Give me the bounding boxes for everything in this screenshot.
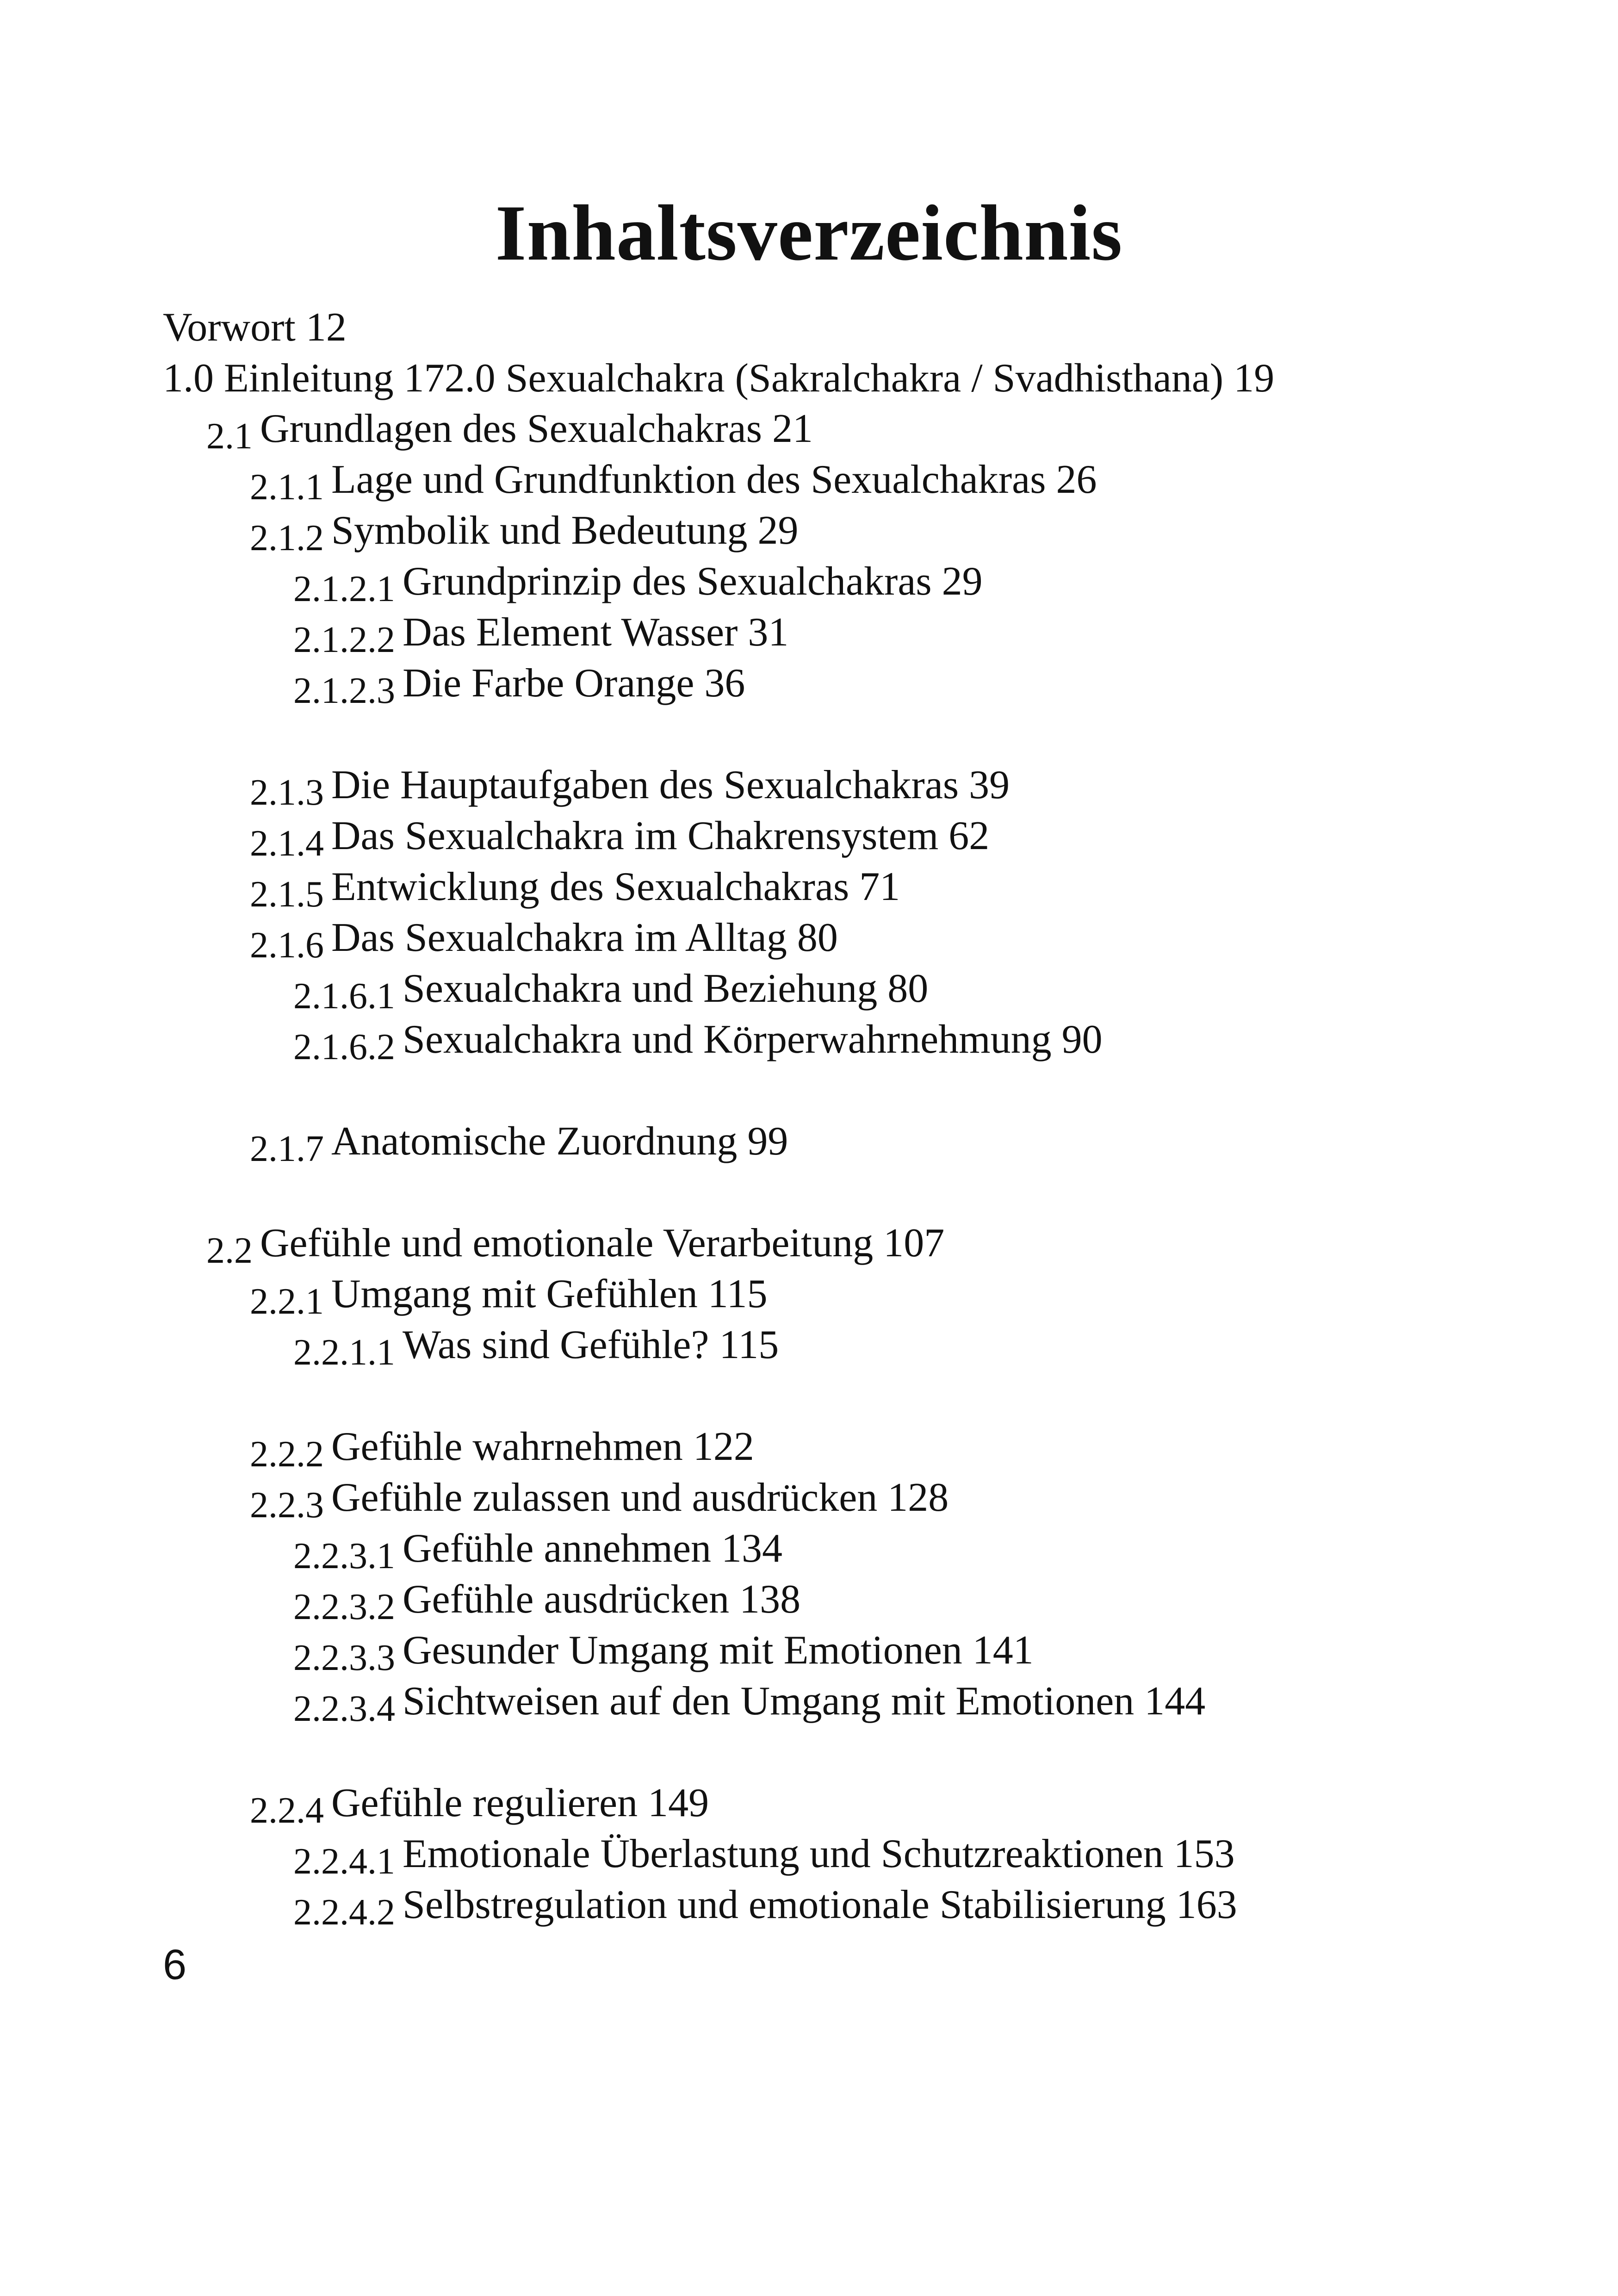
toc-entry-number: 2.1.2.1 [293,569,395,609]
toc-entry-number: 2.2.3.3 [293,1638,395,1678]
toc-entry-number: 2.1.2.2 [293,620,395,660]
toc-entry-text: Gefühle regulieren 149 [331,1781,709,1825]
toc-entry-text: Gefühle annehmen 134 [403,1526,783,1571]
toc-entry-number: 2.1.6.2 [293,1027,395,1067]
toc-entry-text: Das Sexualchakra im Alltag 80 [331,915,838,960]
toc-entry-number: 2.1.3 [250,772,324,813]
toc-entry-text: Die Farbe Orange 36 [403,661,745,706]
toc-entry [250,457,1097,508]
toc-entry-number: 2.2.3.4 [293,1688,395,1729]
toc-entry-number: 2.1 [206,416,253,457]
toc-entry-number: 2.2.1.1 [293,1332,395,1373]
toc-entry [293,1628,1034,1678]
toc-entry [250,813,990,864]
toc-entry [293,661,745,711]
toc-entry [293,1831,1235,1882]
toc-entry [293,1017,1103,1067]
toc-entry-number: 2.1.7 [250,1129,324,1169]
toc-entry-text: Was sind Gefühle? 115 [403,1322,779,1367]
toc-entry-number: 2.2.2 [250,1434,324,1475]
toc-entry-text: Das Sexualchakra im Chakrensystem 62 [331,813,990,858]
toc-entry [250,1781,709,1831]
toc-entry-text: Sichtweisen auf den Umgang mit Emotionen 144 [403,1679,1206,1724]
toc-entry-number: 2.2.1 [250,1281,324,1322]
toc-entry [293,1526,783,1576]
toc-entry-text: Anatomische Zuordnung 99 [331,1119,788,1164]
toc-entry [250,508,799,558]
page-title: Inhaltsverzeichnis [495,189,1123,277]
toc-entry-text: Sexualchakra und Beziehung 80 [403,966,929,1011]
toc-entry-text: Sexualchakra und Körperwahrnehmung 90 [403,1017,1103,1062]
toc-entry [250,763,1010,813]
toc-entry-number: 2.2 [206,1230,253,1271]
toc-entry [206,406,813,457]
toc-entry-text: Das Element Wasser 31 [403,610,789,655]
toc-entry [163,358,1274,399]
toc-entry [293,1679,1206,1729]
toc-entry-text: Selbstregulation und emotionale Stabilisierung 163 [403,1882,1237,1927]
toc-entry-text: Gefühle und emotionale Verarbeitung 107 [260,1221,945,1266]
toc-entry-text: Entwicklung des Sexualchakras 71 [331,864,900,909]
toc-entry-number: 2.1.2.3 [293,670,395,711]
toc-entry-text: Gesunder Umgang mit Emotionen 141 [403,1628,1034,1673]
toc-entry-text: Gefühle ausdrücken 138 [403,1577,801,1622]
toc-entry-text: Gefühle wahrnehmen 122 [331,1424,754,1469]
toc-entry-number: 2.1.1 [250,467,324,508]
toc-entry-text: Vorwort 12 [163,305,347,350]
toc-entry-text: Symbolik und Bedeutung 29 [331,508,799,553]
toc-entry [293,966,929,1017]
toc-entry-number: 2.2.4 [250,1790,324,1831]
toc-entry [293,1882,1237,1933]
toc-entry [250,1272,768,1322]
toc-entry [250,864,900,915]
toc-entry [163,307,347,348]
toc-entry-number: 2.1.4 [250,823,324,864]
toc-entry [250,1424,754,1475]
toc-entry-text: Grundprinzip des Sexualchakras 29 [403,559,983,604]
toc-entry-number: 2.1.5 [250,874,324,915]
toc-entry [293,1577,801,1627]
toc-entry-number: 2.2.3 [250,1485,324,1526]
toc-entry-number: 2.2.4.1 [293,1841,395,1882]
toc-entry [250,1475,949,1526]
toc-entry-number: 2.2.3.1 [293,1536,395,1576]
toc-entry [250,1119,788,1169]
toc-entry-text: Gefühle zulassen und ausdrücken 128 [331,1475,949,1520]
toc-entry-text: Lage und Grundfunktion des Sexualchakras 26 [331,457,1097,502]
toc-entry [293,610,789,660]
page-number: 6 [163,1941,187,1988]
toc-entry [250,915,838,966]
toc-entry-text: Emotionale Überlastung und Schutzreaktionen 153 [403,1831,1235,1876]
toc-entry-number: 2.1.6 [250,925,324,966]
toc-entry-number: 2.1.6.1 [293,976,395,1017]
toc-entry-text: Umgang mit Gefühlen 115 [331,1272,768,1316]
toc-entry-text: Grundlagen des Sexualchakras 21 [260,406,813,451]
toc-entry-number: 2.2.3.2 [293,1587,395,1627]
toc-entry-text: 1.0 Einleitung 172.0 Sexualchakra (Sakralchakra / Svadhisthana) 19 [163,356,1275,401]
toc-entry [206,1221,945,1271]
toc-entry [293,559,983,609]
toc-entry-number: 2.2.4.2 [293,1892,395,1933]
toc-entry-number: 2.1.2 [250,518,324,558]
toc-entry-text: Die Hauptaufgaben des Sexualchakras 39 [331,763,1010,807]
toc-entry [293,1322,779,1373]
